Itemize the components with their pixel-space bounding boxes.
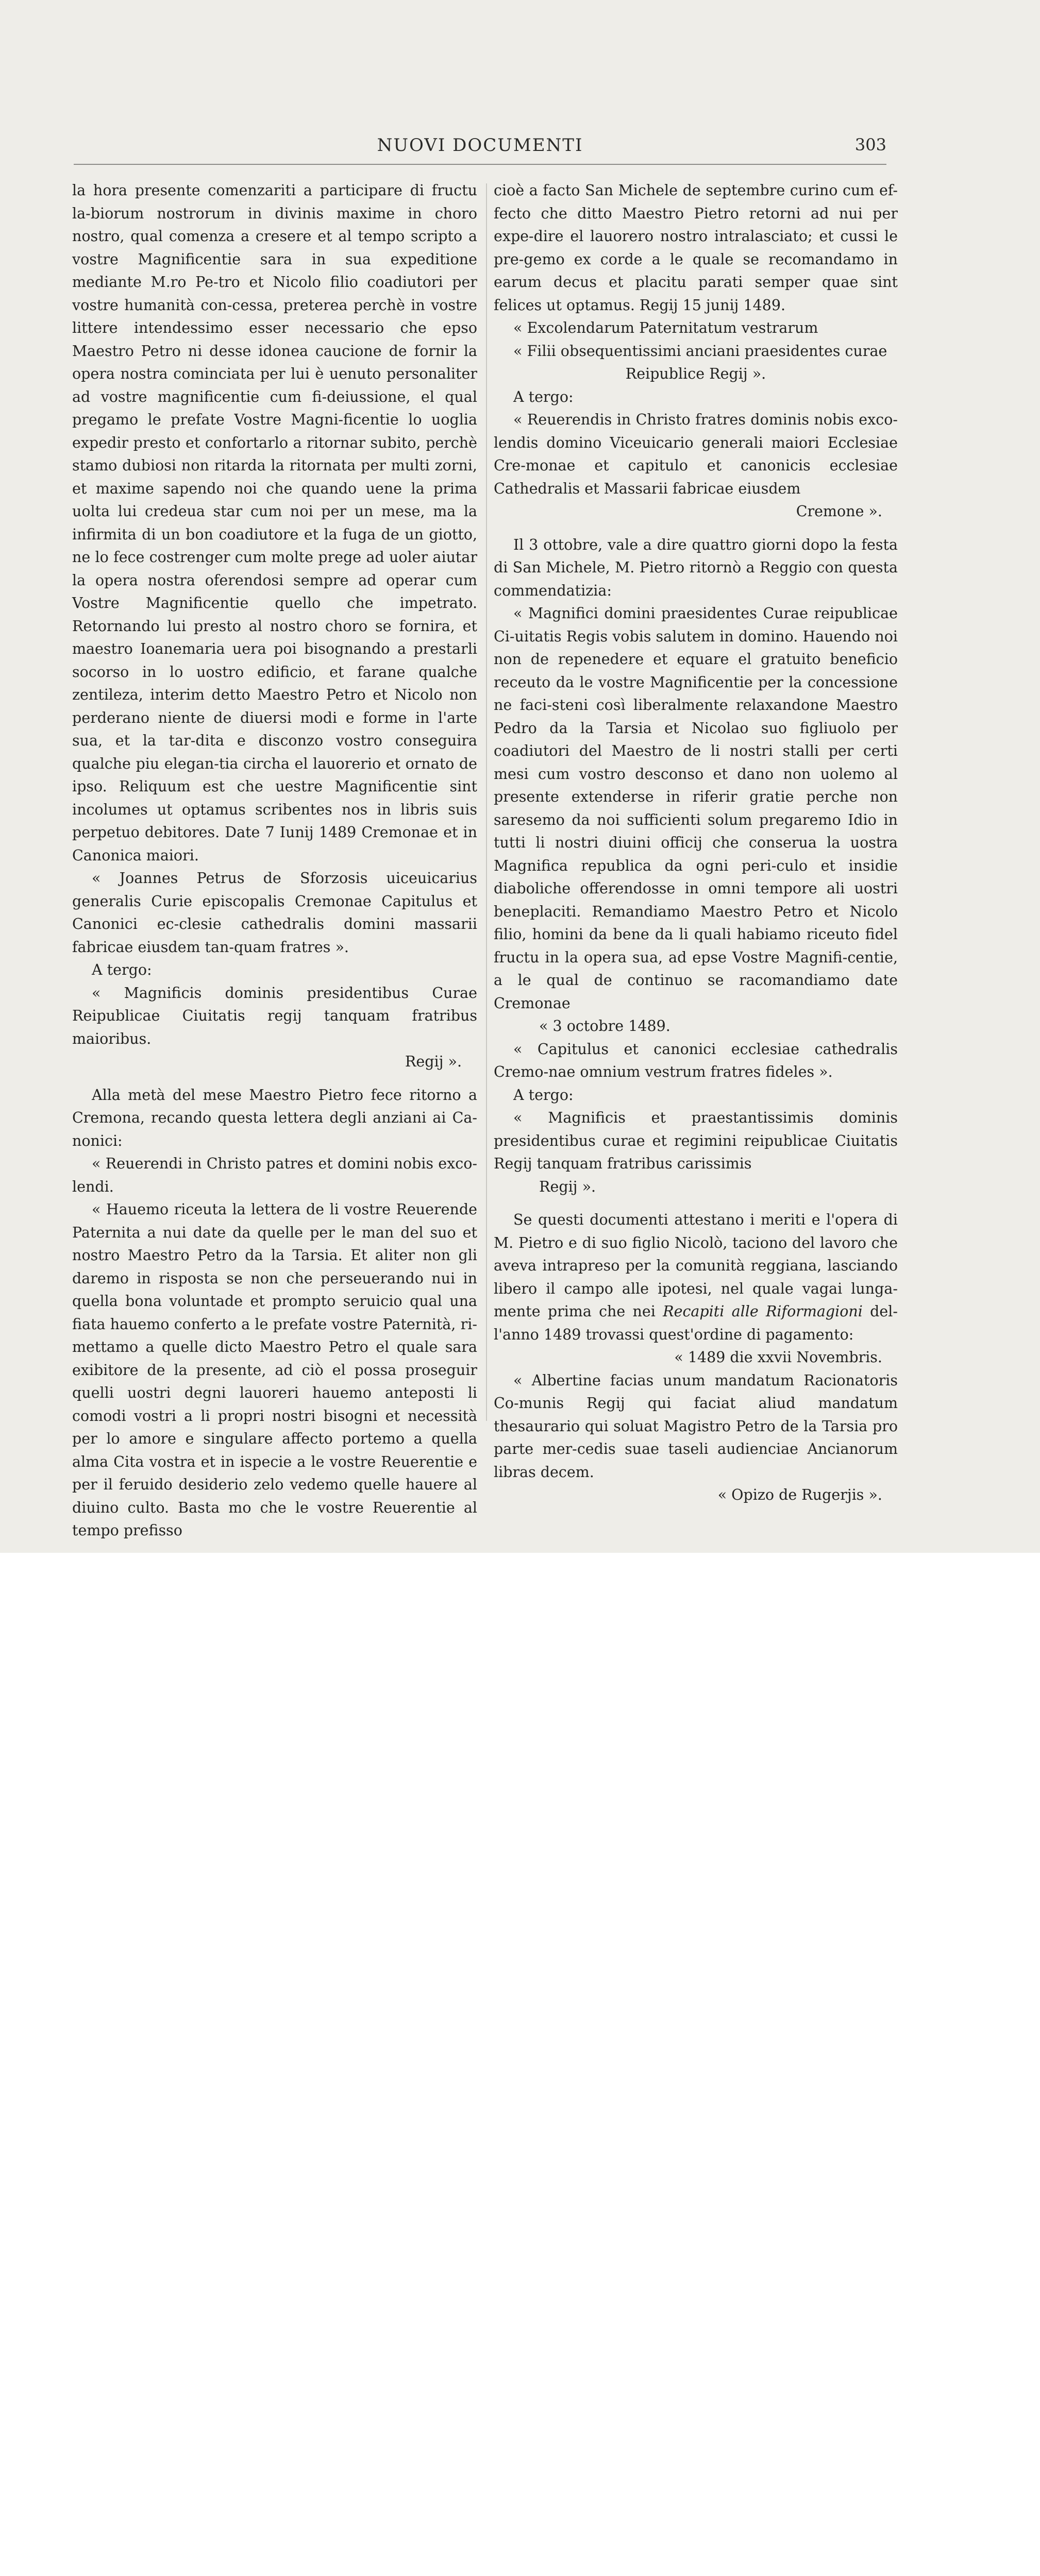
closing-text-b: del-l'anno 1489 trovassi quest'ordine di pagamento: <box>494 1303 898 1343</box>
payment-order: « Albertine facias unum mandatum Racionatoris Co-munis Regij qui faciat aliud mandatum thesaurario qui soluat Magistro Petro de la Tarsia pro parte mer-cedis suae taseli audienciae Ancianorum libras decem. <box>494 1371 898 1481</box>
paragraph: « Reuerendi in Christo patres et domini nobis exco-lendi. <box>72 1155 477 1195</box>
paragraph: « Magnificis dominis presidentibus Curae Reipublicae Ciuitatis regij tanquam fratribus maioribus. <box>72 984 477 1047</box>
paragraph: « Excolendarum Paternitatum vestrarum <box>513 319 818 336</box>
paragraph: A tergo: <box>92 961 152 978</box>
paragraph: « Reuerendis in Christo fratres dominis nobis exco-lendis domino Viceuicario generali maiori Ecclesiae Cre-monae et capitulo et canonicis ecclesiae Cathedralis et Massarii fabricae eiusdem <box>494 411 898 497</box>
paragraph: A tergo: <box>513 388 574 405</box>
paragraph: A tergo: <box>513 1086 574 1104</box>
paragraph: « Hauemo riceuta la lettera de li vostre Reuerende Paternita a nui date da quelle per le man del suo et nostro Maestro Petro da la Tarsia. Et aliter non gli daremo in risposta se non che perseuerando nui in quella bona voluntade et prompto seruicio qual una fiata hauemo conferto a le prefate vostre Paternità, ri-mettamo a quelle dicto Maestro Petro el quale sara exibitore de la presente, ad ciò el possa proseguir quelli uostri degni lauoreri hauemo anteposti li comodi vostri a li propri nostri bisogni et necessità per lo amore e singulare affecto portemo a quella alma Cita vostra et in ispecie a le vostre Reuerentie e per il feruido desiderio zelo vedemo quelle hauere al diuino culto. Basta mo che le vostre Reuerentie al tempo prefisso <box>72 1201 477 1539</box>
source-title: Recapiti alle Riformagioni <box>663 1303 863 1320</box>
paragraph: « 3 octobre 1489. <box>539 1018 670 1035</box>
footer <box>0 1553 1040 1634</box>
signature-line: « Opizo de Rugerjis ». <box>717 1486 882 1503</box>
closing-text-a: Se questi documenti attestano i meriti e l'opera di M. Pietro e di suo figlio Nicolò, taciono del lavoro che aveva intrapreso per la comunità reggiana, lasciando libero il campo alle ipotesi, nel quale vagai lunga-mente prima che nei <box>494 1211 898 1320</box>
left-column <box>72 179 477 1543</box>
paragraph: Reipublice Regij ». <box>625 365 766 382</box>
header-rule <box>74 164 886 165</box>
paragraph: « Magnifici domini praesidentes Curae reipublicae Ci-uitatis Regis vobis salutem in domino. Hauendo noi non de repenedere et equare el gratuito beneficio receuto da le vostre Magnificentie per la concessione ne faci-steni così liberalmente relaxandone Maestro Pedro da la Tarsia et Nicolao suo figliuolo per coadiutori del Maestro de li nostri stalli per certi mesi cum vostro desconso et dano non uolemo al presente extenderse in riferir gratie perche non saresemo da noi sufficienti solum pregaremo Idio in tutti li nostri diuini officij che conserua la uostra Magnifica republica da ogni peri-culo et insidie diaboliche offerendosse in omni tempore ali uostri beneplaciti. Remandiamo Maestro Petro et Nicolo filio, homini da bene da li quali habiamo riceuto fidel fructu in la opera sua, ad epse Vostre Magnifi-centie, a le qual de continuo se racomandiamo date Cremonae <box>494 605 898 1012</box>
paragraph: « Filii obsequentissimi anciani praesidentes curae <box>513 342 887 360</box>
paragraph: « Joannes Petrus de Sforzosis uiceuicarius generalis Curie episcopalis Cremonae Capitulus et Canonici ec-clesie cathedralis domini massarii fabricae eiusdem tan-quam fratres ». <box>72 870 477 956</box>
page-number: 303 <box>854 135 886 155</box>
paragraph: « Magnificis et praestantissimis dominis presidentibus curae et regimini reipublicae Ciuitatis Regij tanquam fratribus carissimis <box>494 1109 898 1172</box>
paragraph: « Capitulus et canonici ecclesiae cathedralis Cremo-nae omnium vestrum fratres fideles ». <box>494 1040 898 1080</box>
closing-paragraph <box>494 1209 898 1346</box>
paragraph: Il 3 ottobre, vale a dire quattro giorni dopo la festa di San Michele, M. Pietro ritornò a Reggio con questa commendatizia: <box>494 536 898 599</box>
page-header <box>74 132 886 163</box>
running-title: NUOVI DOCUMENTI <box>377 135 583 156</box>
column-divider <box>486 183 487 1421</box>
right-column <box>494 179 898 1507</box>
paragraph: Regij ». <box>539 1178 596 1195</box>
payment-date: « 1489 die xxvii Novembris. <box>674 1349 882 1366</box>
paragraph: Regij ». <box>405 1053 462 1070</box>
paragraph: Cremone ». <box>796 503 882 520</box>
paragraph: cioè a facto San Michele de septembre curino cum ef-fecto che ditto Maestro Pietro retorni ad nui per expe-dire el lauorero nostro intralasciato; et cussi le pre-gemo ex corde a le quale se recomandamo in earum decus et placitu parati semper quae sint felices ut optamus. Regij 15 junij 1489. <box>494 182 898 314</box>
paragraph: la hora presente comenzariti a participare di fructu la-biorum nostrorum in divinis maxime in choro nostro, qual comenza a cresere et al tempo scripto a vostre Magnificentie sara in sua expeditione mediante M.ro Pe-tro et Nicolo filio coadiutori per vostre humanità con-cessa, preterea perchè in vostre littere intendessimo esser necessario che epso Maestro Petro ni desse idonea caucione de fornir la opera nostra cominciata per lui è uenuto personaliter ad vostre magnificentie cum fi-deiussione, el qual pregamo le prefate Vostre Magni-ficentie lo uoglia expedir presto et confortarlo a ritornar subito, perchè stamo dubiosi non ritarda la ritornata per multi zorni, et maxime sapendo noi che quando uene la prima uolta lui credeua star cum noi per un mese, ma la infirmita di un bon coadiutore et la fuga de un giotto, ne lo fece costrenger cum molte prege ad uoler aiutar la opera nostra oferendosi sempre ad operar cum Vostre Magnificentie quello che impetrato. Retornando lui presto al nostro choro se fornira, et maestro Ioanemaria uera poi bisognando a prestarli socorso in lo uostro edificio, et farane qualche zentileza, interim detto Maestro Petro et Nicolo non perderano niente de diuersi modi e forme in l'arte sua, et la tar-dita e disconzo vostro conseguira qualche piu elegan-tia circha el lauorerio et ornato de ipso. Reliquum est che uestre Magnificentie sint incolumes ut optamus scribentes nos in libris suis perpetuo debitores. Date 7 Iunij 1489 Cremonae et in Canonica maiori. <box>72 182 477 864</box>
paragraph: Alla metà del mese Maestro Pietro fece ritorno a Cremona, recando questa lettera degli anziani ai Ca-nonici: <box>72 1086 477 1149</box>
